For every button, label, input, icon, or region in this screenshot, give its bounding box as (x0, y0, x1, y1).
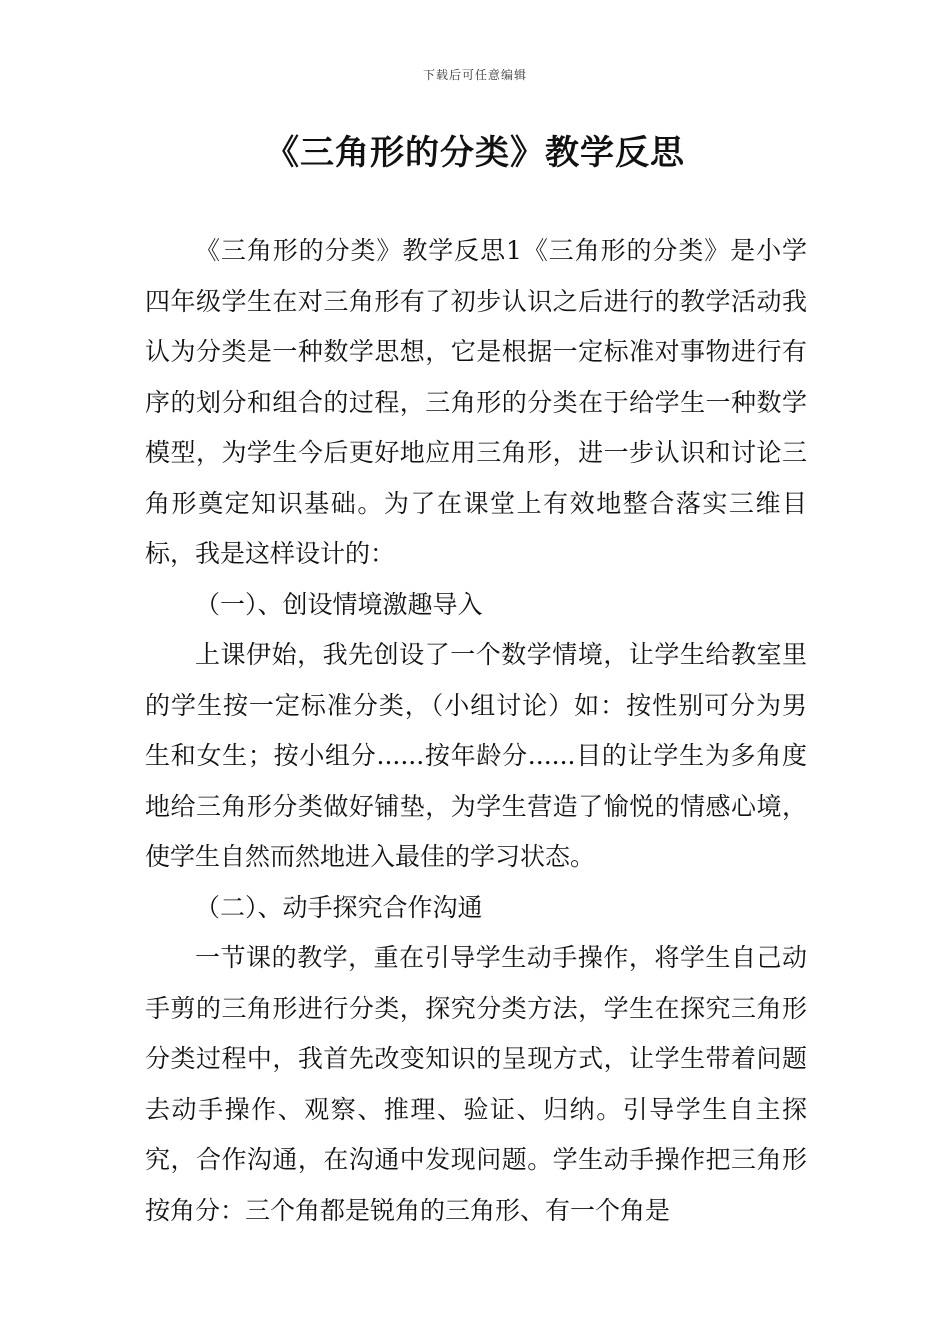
paragraph-section-1: 上课伊始，我先创设了一个数学情境，让学生给教室里的学生按一定标准分类，（小组讨论）如：按性别可分为男生和女生；按小组分......按年龄分......目的让学生为多角度地给三角形分类做好铺垫，为学生营造了愉悦的情感心境，使学生自然而然地进入最佳的学习状态。 (145, 640, 807, 871)
document-body (145, 226, 807, 1236)
page-header-note: 下载后可任意编辑 (422, 68, 527, 82)
paragraph-section-2: 一节课的教学，重在引导学生动手操作，将学生自己动手剪的三角形进行分类，探究分类方法，学生在探究三角形分类过程中，我首先改变知识的呈现方式，让学生带着问题去动手操作、观察、推理、验证、归纳。引导学生自主探究，合作沟通，在沟通中发现问题。学生动手操作把三角形按角分：三个角都是锐角的三角形、有一个角是 (145, 943, 807, 1225)
section-heading-2: （二）、动手探究合作沟通 (195, 892, 483, 922)
section-heading-1: （一）、创设情境激趣导入 (195, 589, 483, 619)
document-title: 《三角形的分类》教学反思 (265, 133, 685, 173)
paragraph-intro: 《三角形的分类》教学反思1《三角形的分类》是小学四年级学生在对三角形有了初步认识之后进行的教学活动我认为分类是一种数学思想，它是根据一定标准对事物进行有序的划分和组合的过程，三角形的分类在于给学生一种数学模型，为学生今后更好地应用三角形，进一步认识和讨论三角形奠定知识基础。为了在课堂上有效地整合落实三维目标，我是这样设计的： (145, 236, 807, 568)
